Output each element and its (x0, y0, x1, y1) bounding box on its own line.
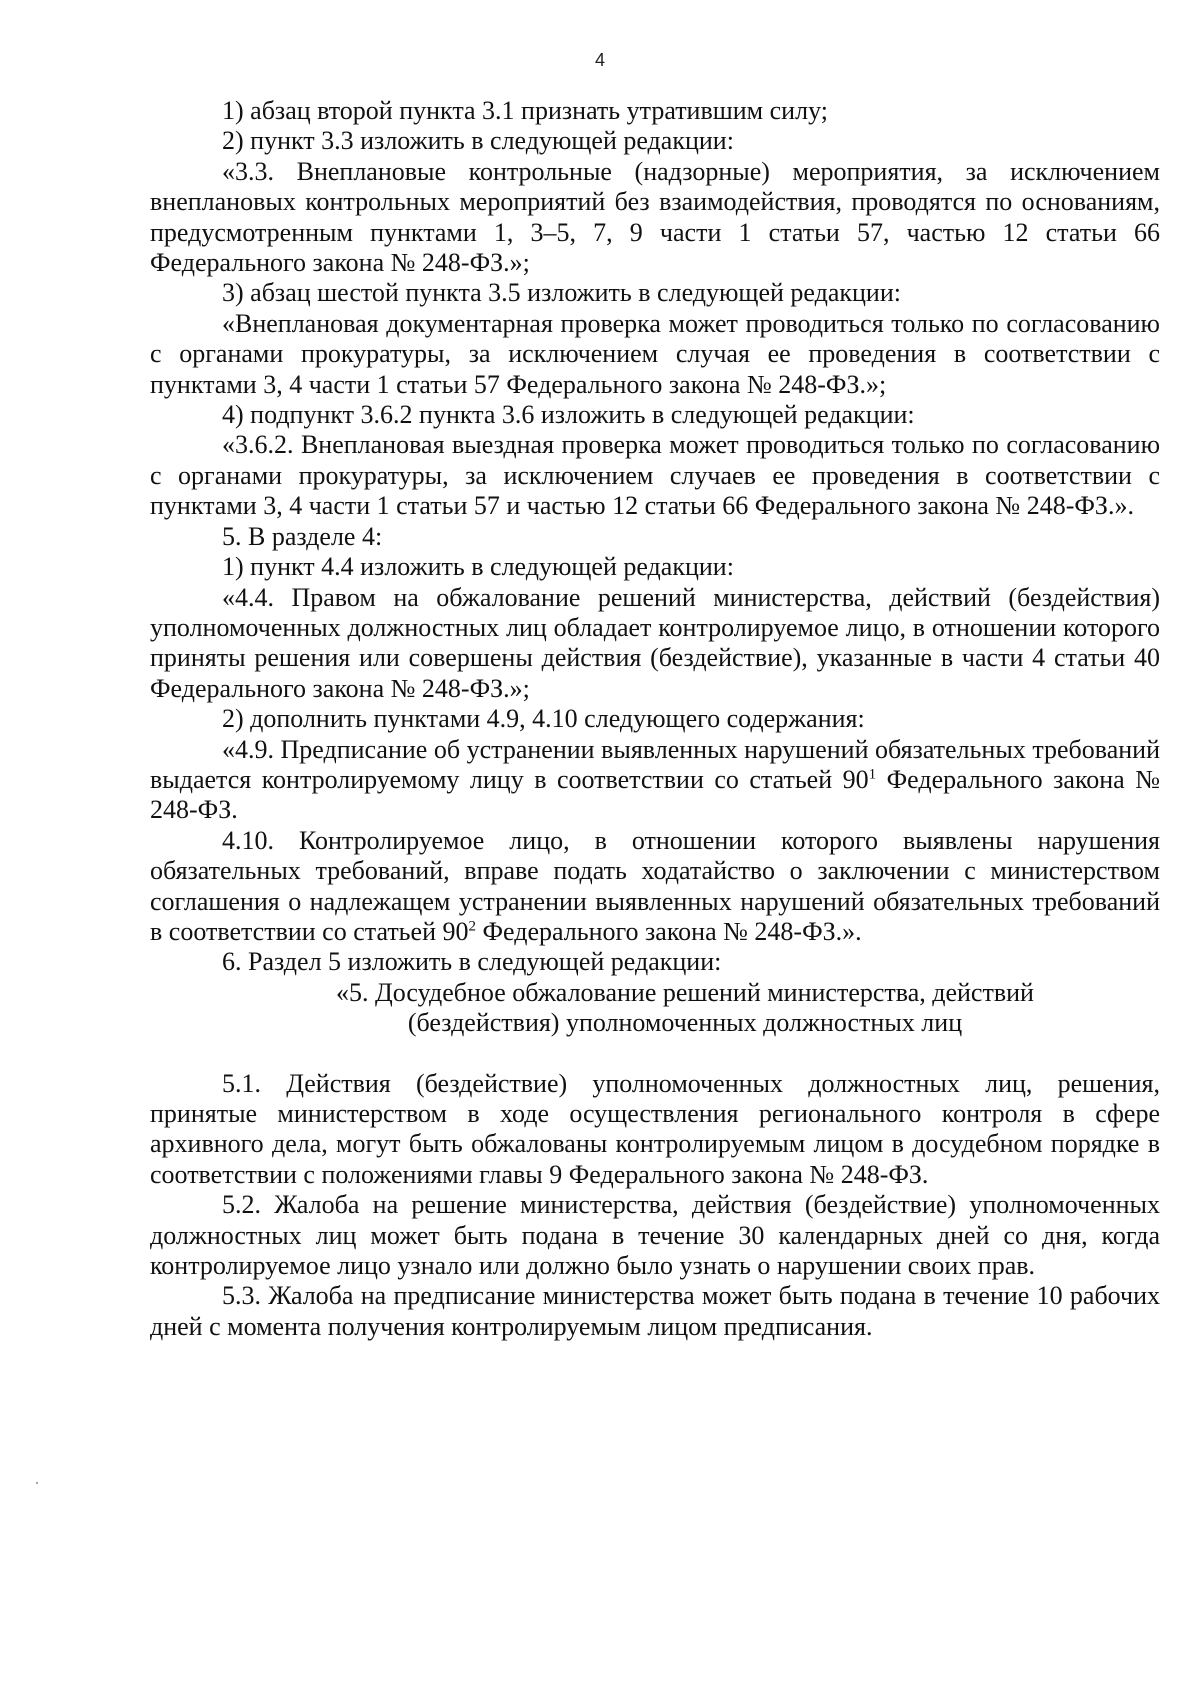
paragraph-text-3-6-2: «3.6.2. Внеплановая выездная проверка может проводиться только по согласованию с органами прокуратуры, за исключением случаев ее проведения в соответствии с пунктами 3, 4 части 1 статьи 57 и частью 12 статьи 66 Федерального закона № 248-ФЗ.». (150, 430, 1160, 521)
paragraph-amend-3-5: 3) абзац шестой пункта 3.5 изложить в следующей редакции: (222, 278, 901, 308)
section-5-heading: «5. Досудебное обжалование решений министерства, действий (бездействия) уполномоченных должностных лиц (336, 977, 1034, 1038)
paragraph-amend-3-3: 2) пункт 3.3 изложить в следующей редакции: (222, 126, 734, 156)
scan-speck (36, 1482, 38, 1484)
document-body (150, 96, 1160, 1342)
footnote-superscript: 1 (868, 766, 877, 783)
footnote-superscript: 2 (468, 918, 476, 935)
paragraph-amend-3-1: 1) абзац второй пункта 3.1 признать утратившим силу; (222, 96, 828, 125)
paragraph-text-3-3: «3.3. Внеплановые контрольные (надзорные) мероприятия, за исключением внеплановых контрольных мероприятий без взаимодействия, проводятся по основаниям, предусмотренным пунктами 1, 3–5, 7, 9 части 1 статьи 57, частью 12 статьи 66 Федерального закона № 248-ФЗ.»; (150, 156, 1160, 278)
paragraph-amend-4-4: 1) пункт 4.4 изложить в следующей редакции: (222, 552, 734, 582)
paragraph-section-4: 5. В разделе 4: (222, 521, 383, 551)
paragraph-amend-3-6-2: 4) подпункт 3.6.2 пункта 3.6 изложить в следующей редакции: (222, 400, 915, 430)
paragraph-5-3: 5.3. Жалоба на предписание министерства может быть подана в течение 10 рабочих дней с момента получения контролируемым лицом предписания. (150, 1281, 1160, 1341)
page-number: 4 (594, 50, 605, 70)
paragraph-section-6: 6. Раздел 5 изложить в следующей редакции: (222, 947, 722, 977)
paragraph-text-4-4: «4.4. Правом на обжалование решений министерства, действий (бездействия) уполномоченных должностных лиц обладает контролируемое лицо, в отношении которого приняты решения или совершены действия (бездействие), указанные в части 4 статьи 40 Федерального закона № 248-ФЗ.»; (150, 582, 1160, 703)
paragraph-text-4-9: «4.9. Предписание об устранении выявленных нарушений обязательных требований выдается контролируемому лицу в соответствии со статьей $90^1$ Федерального закона № 248-ФЗ. (150, 734, 1160, 825)
paragraph-amend-4-9-4-10: 2) дополнить пунктами 4.9, 4.10 следующего содержания: (222, 704, 865, 734)
spacer (150, 1039, 1160, 1069)
paragraph-text-4-10: 4.10. Контролируемое лицо, в отношении которого выявлены нарушения обязательных требований, вправе подать ходатайство о заключении с министерством соглашения о надлежащем устранении выявленных нарушений обязательных требований в соответствии со статьей $90^2$ Федерального закона № 248-ФЗ.». (150, 825, 1160, 946)
paragraph-text-3-5: «Внеплановая документарная проверка может проводиться только по согласованию с органами прокуратуры, за исключением случая ее проведения в соответствии с пунктами 3, 4 части 1 статьи 57 Федерального закона № 248-ФЗ.»; (150, 308, 1160, 399)
paragraph-5-1: 5.1. Действия (бездействие) уполномоченных должностных лиц, решения, принятые министерством в ходе осуществления регионального контроля в сфере архивного дела, могут быть обжалованы контролируемым лицом в досудебном порядке в соответствии с положениями главы 9 Федерального закона № 248-ФЗ. (150, 1068, 1160, 1189)
paragraph-5-2: 5.2. Жалоба на решение министерства, действия (бездействие) уполномоченных должностных лиц может быть подана в течение 30 календарных дней со дня, когда контролируемое лицо узнало или должно было узнать о нарушении своих прав. (150, 1190, 1160, 1281)
